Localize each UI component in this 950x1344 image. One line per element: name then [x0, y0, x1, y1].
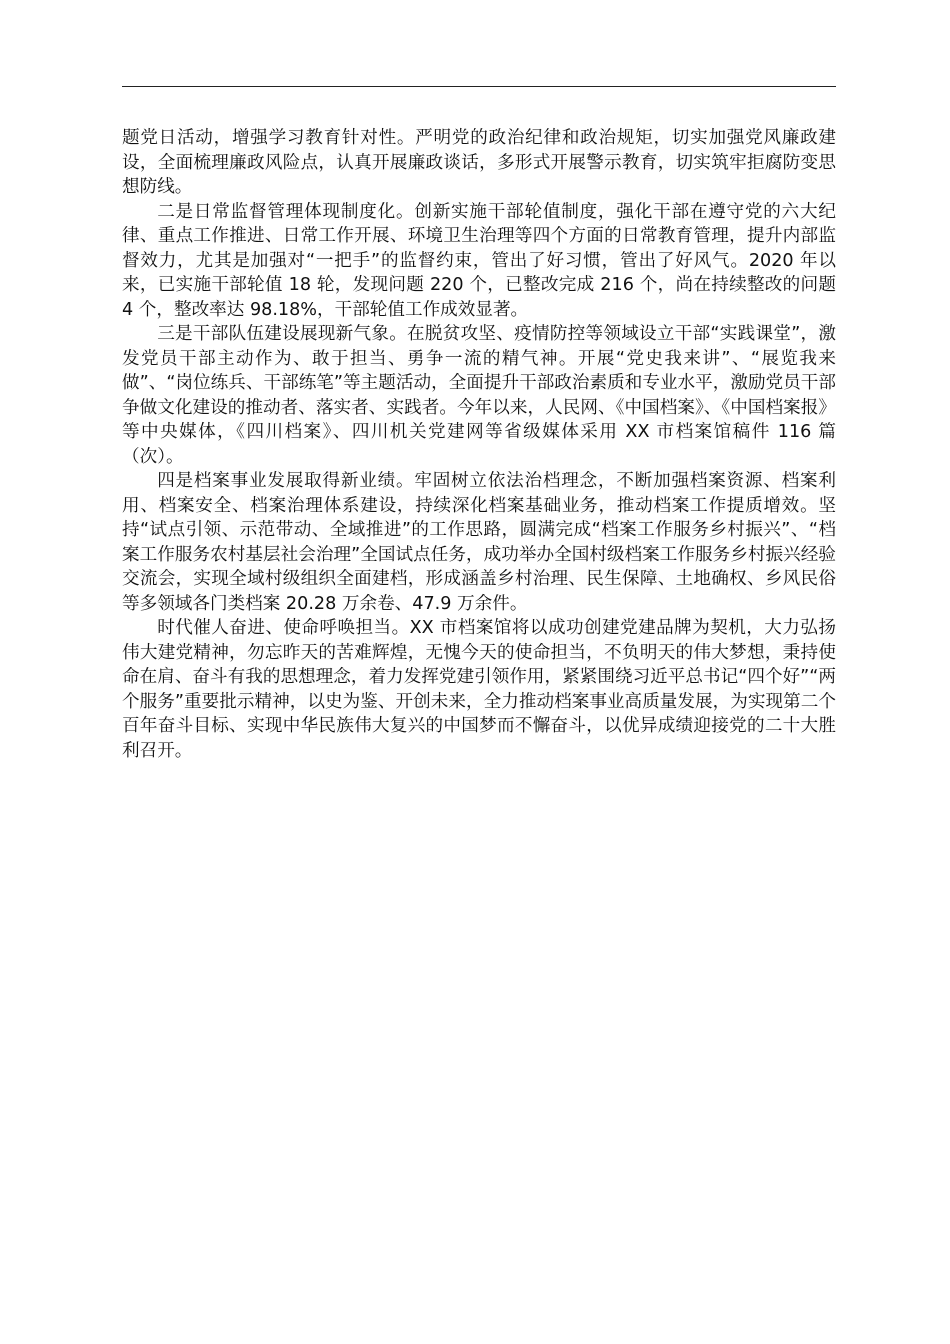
paragraph-continued: 题党日活动，增强学习教育针对性。严明党的政治纪律和政治规矩，切实加强党风廉政建设，全面梳理廉政风险点，认真开展廉政谈话，多形式开展警示教育，切实筑牢拒腐防变思想防线。 — [122, 128, 836, 197]
paragraph-conclusion: 时代催人奋进、使命呼唤担当。XX 市档案馆将以成功创建党建品牌为契机，大力弘扬伟大建党精神，勿忘昨天的苦难辉煌，无愧今天的使命担当，不负明天的伟大梦想，秉持使命在肩、奋斗有我的思想理念，着力发挥党建引领作用，紧紧围绕习近平总书记“四个好”“两个服务”重要批示精神，以史为鉴、开创未来，全力推动档案事业高质量发展，为实现第二个百年奋斗目标、实现中华民族伟大复兴的中国梦而不懈奋斗，以优异成绩迎接党的二十大胜利召开。 — [122, 618, 836, 761]
paragraph-daily-supervision: 二是日常监督管理体现制度化。创新实施干部轮值制度，强化干部在遵守党的六大纪律、重点工作推进、日常工作开展、环境卫生治理等四个方面的日常教育管理，提升内部监督效力，尤其是加强对“一把手”的监督约束，管出了好习惯，管出了好风气。2020 年以来，已实施干部轮值 18 轮，发现问题 220 个，已整改完成 216 个，尚在持续整改的问题 4 个，整改率达 98.18%，干部轮值工作成效显著。 — [122, 201, 836, 320]
paragraph-archives-achievements: 四是档案事业发展取得新业绩。牢固树立依法治档理念，不断加强档案资源、档案利用、档案安全、档案治理体系建设，持续深化档案基础业务，推动档案工作提质增效。坚持“试点引领、示范带动、全域推进”的工作思路，圆满完成“档案工作服务乡村振兴”、“档案工作服务农村基层社会治理”全国试点任务，成功举办全国村级档案工作服务乡村振兴经验交流会，实现全域村级组织全面建档，形成涵盖乡村治理、民生保障、土地确权、乡风民俗等多领域各门类档案 20.28 万余卷、47.9 万余件。 — [122, 471, 836, 614]
paragraph-cadre-team: 三是干部队伍建设展现新气象。在脱贫攻坚、疫情防控等领域设立干部“实践课堂”，激发党员干部主动作为、敢于担当、勇争一流的精气神。开展“党史我来讲”、“展览我来做”、“岗位练兵、干部练笔”等主题活动，全面提升干部政治素质和专业水平，激励党员干部争做文化建设的推动者、落实者、实践者。今年以来，人民网、《中国档案》、《中国档案报》等中央媒体，《四川档案》、四川机关党建网等省级媒体采用 XX 市档案馆稿件 116 篇（次）。 — [122, 324, 836, 467]
header-rule — [122, 86, 836, 87]
document-body — [122, 126, 836, 763]
